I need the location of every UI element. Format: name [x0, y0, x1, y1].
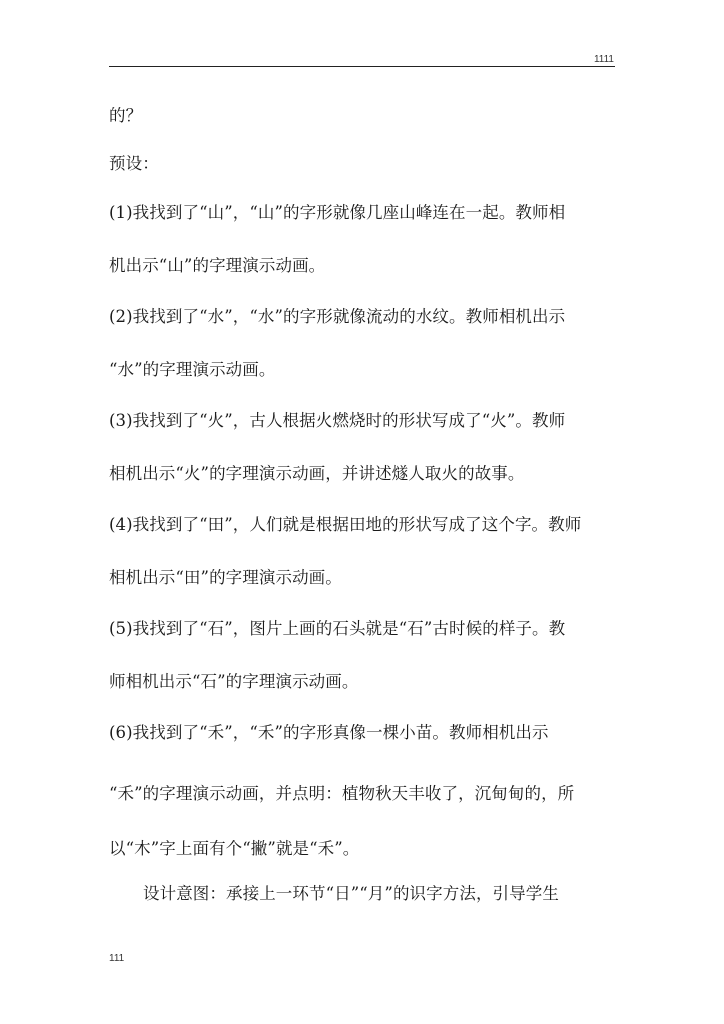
text-line: (1)我找到了“山”，“山”的字形就像几座山峰连在一起。教师相	[109, 203, 566, 222]
text-line: (3)我找到了“火”，古人根据火燃烧时的形状写成了“火”。教师	[109, 411, 566, 430]
text-line: “水”的字理演示动画。	[109, 360, 276, 379]
text-line: (5)我找到了“石”，图片上画的石头就是“石”古时候的样子。教	[109, 619, 566, 638]
text-line: 预设：	[109, 154, 159, 173]
footer-page-number: 111	[109, 953, 125, 964]
text-line: 以“木”字上面有个“撇”就是“禾”。	[109, 839, 360, 858]
text-line: 相机出示“火”的字理演示动画，并讲述燧人取火的故事。	[109, 464, 525, 483]
text-line: (4)我找到了“田”，人们就是根据田地的形状写成了这个字。教师	[109, 515, 582, 534]
text-line: 机出示“山”的字理演示动画。	[109, 256, 326, 275]
text-line: 的？	[109, 106, 143, 125]
text-line: 师相机出示“石”的字理演示动画。	[109, 672, 359, 691]
text-line: (2)我找到了“水”，“水”的字形就像流动的水纹。教师相机出示	[109, 307, 566, 326]
header-divider	[109, 66, 615, 67]
text-line: “禾”的字理演示动画，并点明：植物秋天丰收了，沉甸甸的，所	[109, 784, 575, 803]
text-line: (6)我找到了“禾”，“禾”的字形真像一棵小苗。教师相机出示	[109, 723, 549, 742]
text-line: 相机出示“田”的字理演示动画。	[109, 568, 342, 587]
text-line: 设计意图：承接上一环节“日”“月”的识字方法，引导学生	[143, 884, 559, 903]
header-page-number: 1111	[593, 54, 614, 65]
